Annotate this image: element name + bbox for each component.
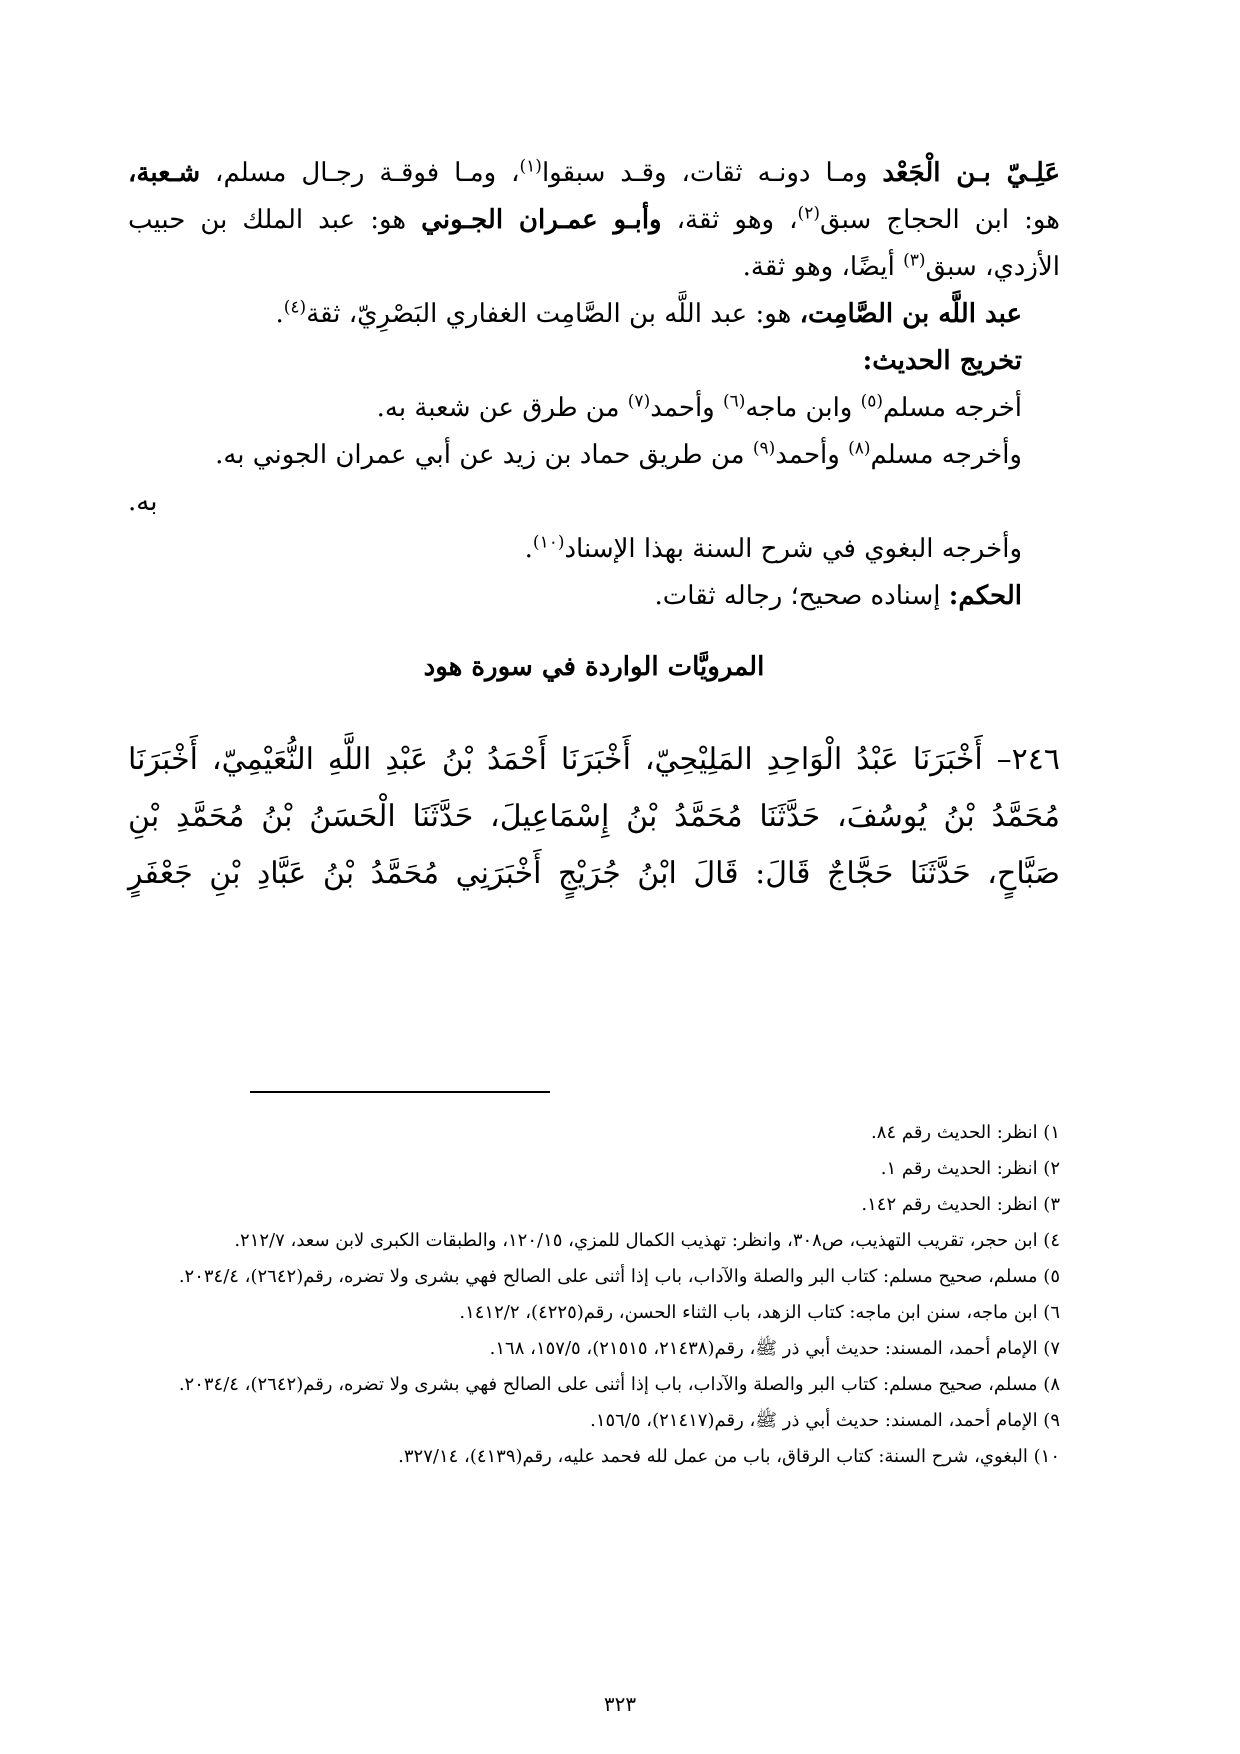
footnote: ٦) ابن ماجه، سنن ابن ماجه: كتاب الزهد، باب الثناء الحسن، رقم(٤٢٢٥)، ١٤١٢/٢. <box>459 1302 1060 1323</box>
narrator-name: عَلِـيّ بـن الْجَعْد <box>882 158 1060 188</box>
footnote-ref[interactable]: (٤) <box>283 297 307 318</box>
body-text: من طرق عن شعبة به. <box>376 393 628 423</box>
footnote-ref[interactable]: (٣) <box>903 250 926 271</box>
body-line <box>128 385 1060 432</box>
narrator-name: وأبـو عمـران الجـوني <box>421 205 662 235</box>
footnote: ٢) انظر: الحديث رقم ١. <box>880 1158 1060 1179</box>
hukm-line <box>128 573 1060 620</box>
footnote: ١) انظر: الحديث رقم ٨٤. <box>871 1122 1060 1143</box>
body-line <box>128 150 1060 197</box>
footnote-ref[interactable]: (٧) <box>627 391 651 412</box>
takhrij-heading <box>128 338 1060 385</box>
body-text: ومـا دونـه ثقات، وقـد سبقوا <box>541 158 883 188</box>
footnote: ٥) مسلم، صحيح مسلم: كتاب البر والصلة والآداب، باب إذا أثنى على الصالح فهي بشرى ولا تضره، رقم(٢٦٤٢)، ٢٠٣٤/٤. <box>178 1266 1060 1287</box>
hukm-label: الحكم: <box>948 581 1022 611</box>
body-text: هو: عبد الملك بن حبيب <box>128 205 422 235</box>
footnote-ref[interactable]: (٥) <box>860 391 884 412</box>
footnote: ٤) ابن حجر، تقريب التهذيب، ص٣٠٨، وانظر: تهذيب الكمال للمزي، ١٢٠/١٥، والطبقات الكبرى لابن سعد، ٢١٢/٧. <box>234 1230 1060 1251</box>
body-text: أخرجه مسلم <box>883 393 1022 423</box>
body-text: وابن ماجه <box>745 393 861 423</box>
narrator-name: شـعبة، <box>128 158 201 188</box>
body-text: أيضًا، وهو ثقة. <box>742 252 904 282</box>
main-text <box>128 150 1060 902</box>
footnote-ref[interactable]: (١) <box>519 156 542 177</box>
hadith-line: صَبَّاحٍ، حَدَّثَنَا حَجَّاجٌ قَالَ: قَالَ ابْنُ جُرَيْجٍ أَخْبَرَنِي مُحَمَّدُ بْنُ عَبَّادِ بْنِ جَعْفَرٍ <box>128 856 1060 891</box>
body-line <box>128 432 1060 479</box>
footnote-ref[interactable]: (٨) <box>848 438 871 459</box>
body-text: ، ومـا فوقـة رجـال مسلم، <box>200 158 520 188</box>
narrator-name: عبد اللَّه بن الصَّامِت، <box>799 299 1022 329</box>
page-number: ٣٢٣ <box>603 1692 637 1716</box>
body-text: ، وهو ثقة، <box>661 205 798 235</box>
body-line <box>128 291 1060 338</box>
body-text: وأحمد <box>775 440 849 470</box>
body-text: الأزدي، سبق <box>925 252 1060 282</box>
body-line <box>128 526 1060 573</box>
hadith-line: مُحَمَّدُ بْنُ يُوسُفَ، حَدَّثَنَا مُحَمَّدُ بْنُ إِسْمَاعِيلَ، حَدَّثَنَا الْحَسَنُ بْنُ مُحَمَّدِ بْنِ <box>128 799 1060 834</box>
footnotes <box>128 1115 1060 1475</box>
footnote: ١٠) البغوي، شرح السنة: كتاب الرقاق، باب من عمل لله فحمد عليه، رقم(٤١٣٩)، ٣٢٧/١٤. <box>398 1446 1060 1467</box>
body-text: وأخرجه البغوي في شرح السنة بهذا الإسناد <box>564 534 1022 564</box>
body-line <box>128 197 1060 244</box>
footnote-ref[interactable]: (٦) <box>723 391 746 412</box>
heading-text: تخريج الحديث: <box>862 346 1022 376</box>
body-text: وأخرجه مسلم <box>870 440 1022 470</box>
footnote: ٣) انظر: الحديث رقم ١٤٢. <box>861 1194 1060 1215</box>
footnote-ref[interactable]: (١٠) <box>532 532 565 553</box>
body-text: . <box>524 534 533 564</box>
body-text: وأحمد <box>650 393 723 423</box>
body-text: به. <box>128 487 158 517</box>
section-title: المرويَّات الواردة في سورة هود <box>423 652 765 682</box>
body-line <box>128 244 1060 291</box>
body-text: من طريق حماد بن زيد عن أبي عمران الجوني به. <box>215 440 753 470</box>
footnote: ٩) الإمام أحمد، المسند: حديث أبي ذر ﷺ، رقم(٢١٤١٧)، ١٥٦/٥. <box>590 1410 1060 1431</box>
footnote: ٨) مسلم، صحيح مسلم: كتاب البر والصلة والآداب، باب إذا أثنى على الصالح فهي بشرى ولا تضره، رقم(٢٦٤٢)، ٢٠٣٤/٤. <box>178 1374 1060 1395</box>
body-line <box>128 479 1060 526</box>
body-text: هو: ابن الحجاج سبق <box>819 205 1060 235</box>
footnote: ٧) الإمام أحمد، المسند: حديث أبي ذر ﷺ، رقم(٢١٤٣٨، ٢١٥١٥)، ١٥٧/٥، ١٦٨. <box>489 1338 1060 1359</box>
body-text: إسناده صحيح؛ رجاله ثقات. <box>654 581 949 611</box>
hadith-line: ٢٤٦– أَخْبَرَنَا عَبْدُ الْوَاحِدِ المَلِيْحِيّ، أَخْبَرَنَا أَحْمَدُ بْنُ عَبْدِ اللَّهِ النُّعَيْمِيّ، أَخْبَرَنَا <box>128 742 1060 777</box>
body-text: هو: عبد اللَّه بن الصَّامِت الغفاري البَصْرِيّ، ثقة <box>306 299 800 329</box>
hadith-text <box>128 731 1060 902</box>
body-text: . <box>275 299 284 329</box>
footnote-ref[interactable]: (٢) <box>797 203 820 224</box>
footnote-ref[interactable]: (٩) <box>752 438 776 459</box>
footnote-separator <box>250 1091 550 1093</box>
